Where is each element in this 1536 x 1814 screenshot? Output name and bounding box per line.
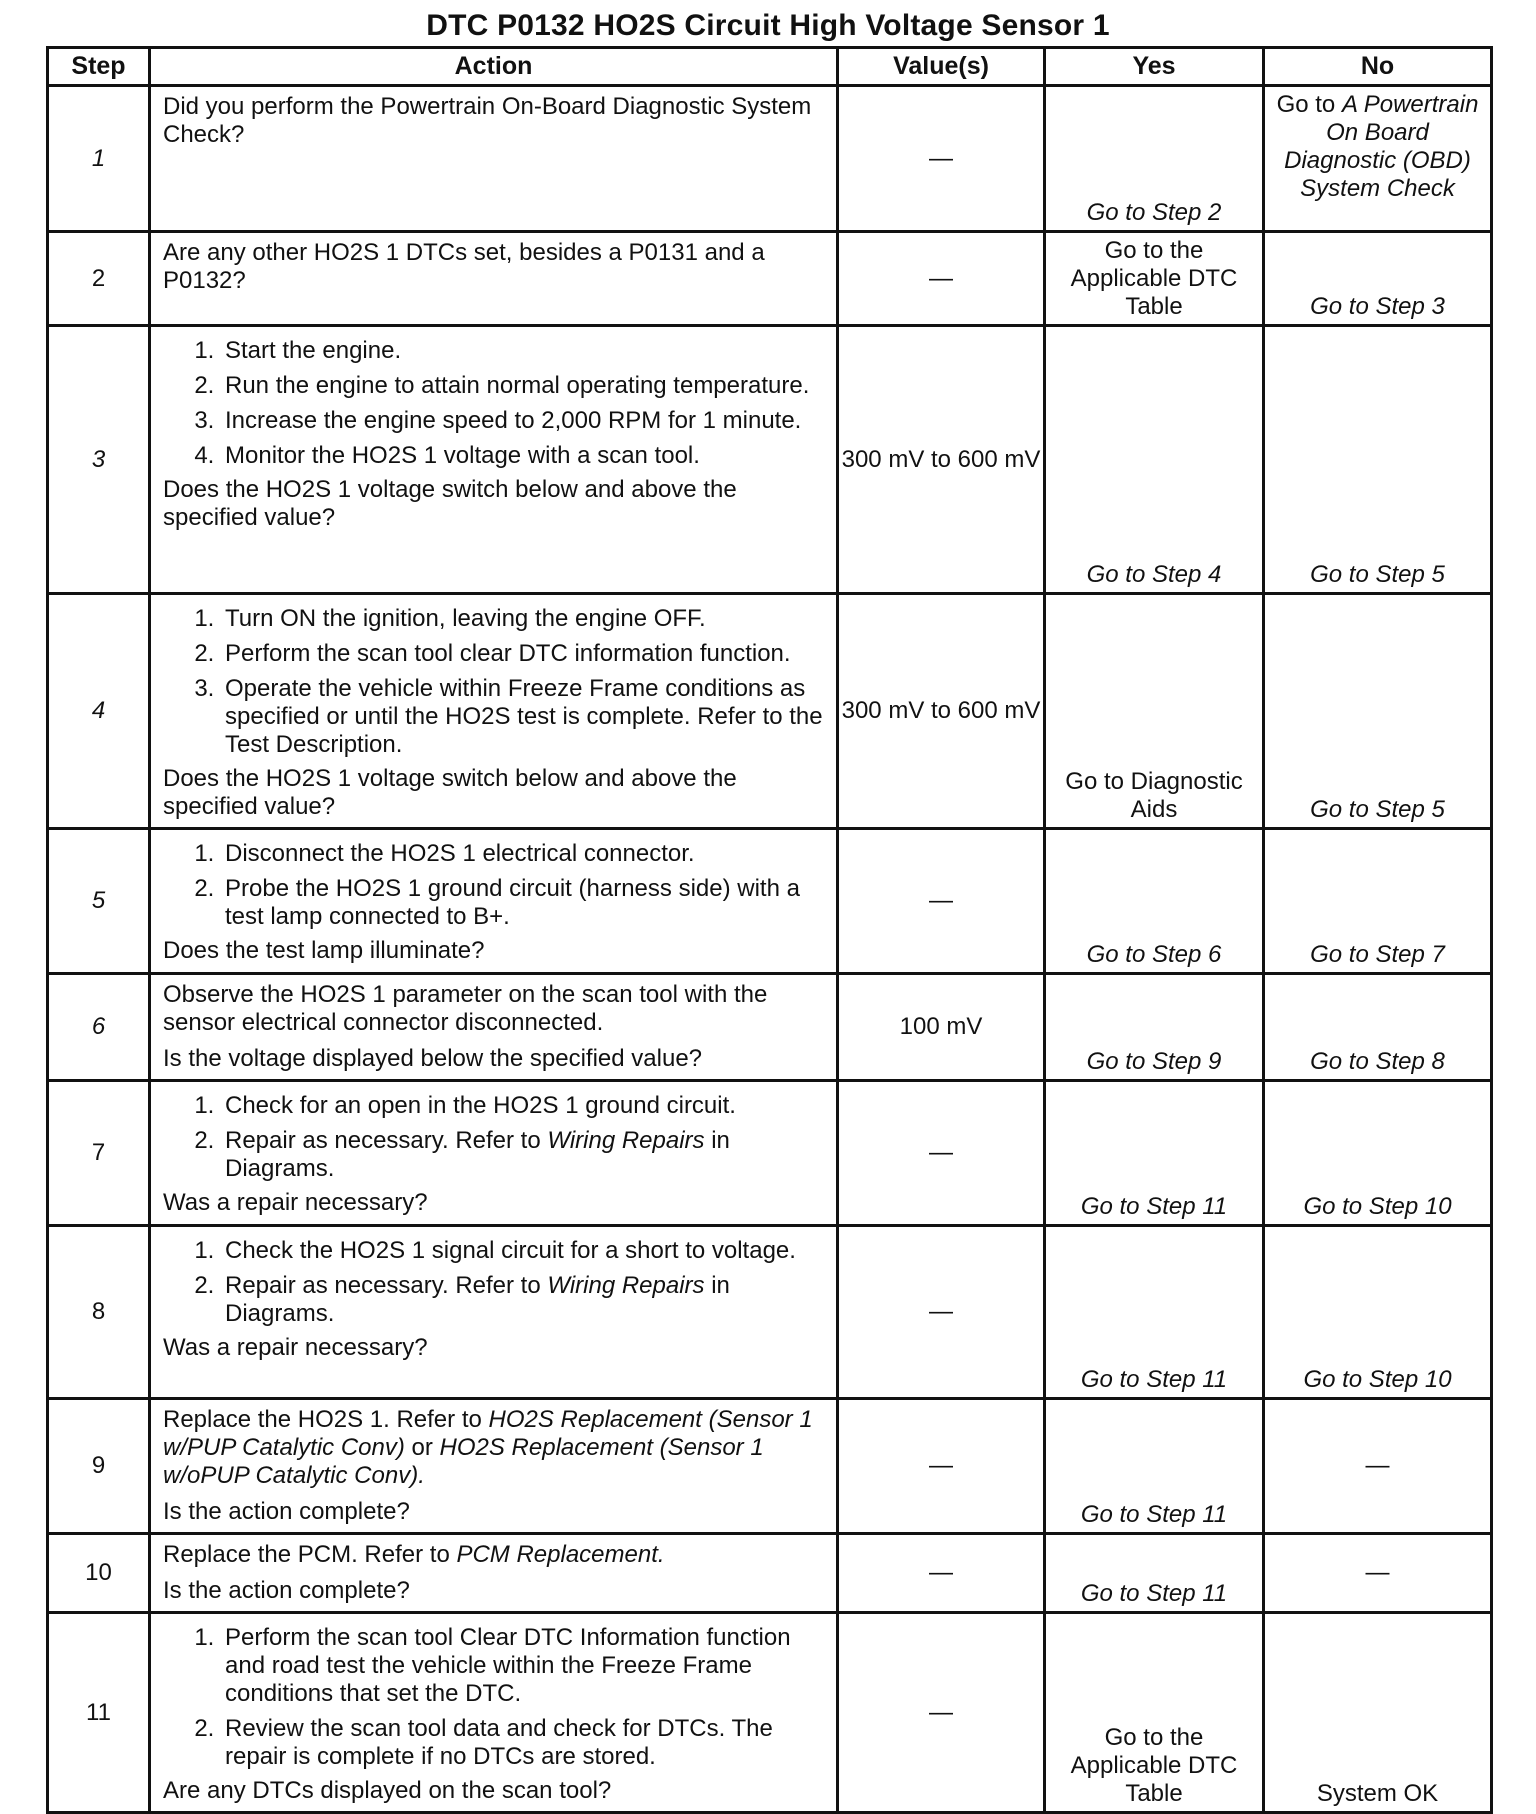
action-question: Is the action complete?: [163, 1577, 410, 1604]
value-cell: 300 mV to 600 mV: [838, 326, 1045, 594]
action-cell: [150, 86, 838, 232]
yes-cell: Go to Step 9: [1045, 974, 1264, 1081]
value-cell: —: [838, 1399, 1045, 1534]
action-question: Does the test lamp illuminate?: [163, 937, 485, 964]
table-row: [48, 1534, 1492, 1613]
document-page: [46, 4, 1490, 1814]
value-cell: 300 mV to 600 mV: [838, 594, 1045, 829]
step-number: 10: [48, 1534, 150, 1613]
action-cell: [150, 1534, 838, 1613]
yes-cell: Go to Step 6: [1045, 829, 1264, 974]
yes-cell: Go to the Applicable DTC Table: [1045, 1613, 1264, 1813]
col-header-action: Action: [150, 48, 838, 86]
step-number: 1: [48, 86, 150, 232]
action-steps: [163, 1092, 826, 1183]
action-text: Did you perform the Powertrain On-Board Diagnostic System Check?: [163, 93, 812, 148]
action-question: Is the voltage displayed below the specified value?: [163, 1045, 703, 1072]
action-steps: [163, 1237, 826, 1328]
yes-cell: Go to Step 4: [1045, 326, 1264, 594]
value-cell: —: [838, 1081, 1045, 1226]
table-row: [48, 1226, 1492, 1399]
no-cell: System OK: [1264, 1613, 1492, 1813]
no-cell: Go to Step 5: [1264, 594, 1492, 829]
action-steps: [163, 1624, 826, 1771]
action-step: 1. Check for an open in the HO2S 1 ground circuit.: [221, 1092, 826, 1120]
action-steps: [163, 605, 826, 759]
action-question: Are any DTCs displayed on the scan tool?: [163, 1777, 612, 1804]
value-cell: —: [838, 1226, 1045, 1399]
wiring-repairs-reference: Wiring Repairs: [547, 1272, 705, 1299]
action-step-text: in Diagrams.: [225, 1272, 730, 1327]
yes-cell: Go to the Applicable DTC Table: [1045, 232, 1264, 326]
table-row: [48, 829, 1492, 974]
step-number: 2: [48, 232, 150, 326]
action-step: 3. Operate the vehicle within Freeze Frame conditions as specified or until the HO2S test is complete. Refer to the Test Description.: [221, 675, 826, 759]
action-cell: [150, 1226, 838, 1399]
action-step: 2. Probe the HO2S 1 ground circuit (harness side) with a test lamp connected to B+.: [221, 875, 826, 931]
col-header-values: Value(s): [838, 48, 1045, 86]
action-cell: [150, 594, 838, 829]
no-cell: —: [1264, 1534, 1492, 1613]
action-text-plain: Replace the HO2S 1. Refer to: [163, 1406, 482, 1433]
action-text: Observe the HO2S 1 parameter on the scan tool with the sensor electrical connector disconnected.: [163, 981, 768, 1036]
step-number: 3: [48, 326, 150, 594]
action-step: 3. Increase the engine speed to 2,000 RPM for 1 minute.: [221, 407, 826, 435]
no-cell: Go to Step 5: [1264, 326, 1492, 594]
action-question: Does the HO2S 1 voltage switch below and above the specified value?: [163, 765, 737, 820]
no-cell: Go to Step 8: [1264, 974, 1492, 1081]
yes-cell: Go to Step 11: [1045, 1226, 1264, 1399]
action-cell: [150, 829, 838, 974]
action-step-text: Repair as necessary. Refer to: [225, 1272, 541, 1299]
value-cell: —: [838, 86, 1045, 232]
no-reference: A Powertrain On Board Diagnostic (OBD) System Check: [1284, 91, 1479, 202]
action-text-plain: or: [411, 1434, 433, 1461]
action-steps: [163, 840, 826, 931]
step-number: 11: [48, 1613, 150, 1813]
ho2s-replacement-reference: HO2S Replacement (Sensor 1 w/PUP Catalytic Conv): [163, 1406, 813, 1461]
col-header-step: Step: [48, 48, 150, 86]
action-step: 1. Check the HO2S 1 signal circuit for a short to voltage.: [221, 1237, 826, 1265]
no-text: Go to: [1276, 91, 1336, 118]
step-number: 7: [48, 1081, 150, 1226]
table-row: [48, 1399, 1492, 1534]
action-step: 1. Start the engine.: [221, 337, 826, 365]
no-cell: —: [1264, 1399, 1492, 1534]
value-cell: —: [838, 1534, 1045, 1613]
action-question: Does the HO2S 1 voltage switch below and above the specified value?: [163, 476, 737, 531]
action-step-text: Repair as necessary. Refer to: [225, 1127, 541, 1154]
header-row: [48, 48, 1492, 86]
table-row: [48, 1081, 1492, 1226]
action-step-text: in Diagrams.: [225, 1127, 730, 1182]
no-cell: Go to Step 10: [1264, 1226, 1492, 1399]
diagnostic-table: [46, 46, 1493, 1814]
col-header-no: No: [1264, 48, 1492, 86]
wiring-repairs-reference: Wiring Repairs: [547, 1127, 705, 1154]
table-row: [48, 86, 1492, 232]
action-step: 2. Run the engine to attain normal operating temperature.: [221, 372, 826, 400]
yes-cell: Go to Step 11: [1045, 1081, 1264, 1226]
action-step: 2. Perform the scan tool clear DTC information function.: [221, 640, 826, 668]
no-cell: Go to Step 10: [1264, 1081, 1492, 1226]
yes-cell: Go to Step 11: [1045, 1399, 1264, 1534]
table-row: [48, 974, 1492, 1081]
action-step: 1. Perform the scan tool Clear DTC Information function and road test the vehicle within the Freeze Frame conditions that set the DTC.: [221, 1624, 826, 1708]
action-text-plain: Replace the PCM. Refer to: [163, 1541, 450, 1568]
page-title: DTC P0132 HO2S Circuit High Voltage Sensor 1: [426, 9, 1110, 42]
action-question: Is the action complete?: [163, 1498, 410, 1525]
action-step: [221, 1127, 826, 1183]
value-cell: —: [838, 829, 1045, 974]
step-number: 4: [48, 594, 150, 829]
yes-cell: Go to Step 2: [1045, 86, 1264, 232]
no-cell: [1264, 86, 1492, 232]
col-header-yes: Yes: [1045, 48, 1264, 86]
action-step: 1. Disconnect the HO2S 1 electrical connector.: [221, 840, 826, 868]
table-row: [48, 232, 1492, 326]
action-cell: [150, 232, 838, 326]
action-cell: [150, 974, 838, 1081]
no-cell: Go to Step 3: [1264, 232, 1492, 326]
action-text: [163, 1541, 826, 1569]
action-steps: [163, 337, 826, 470]
action-text: Are any other HO2S 1 DTCs set, besides a P0131 and a P0132?: [163, 239, 765, 294]
step-number: 6: [48, 974, 150, 1081]
step-number: 5: [48, 829, 150, 974]
action-step: 4. Monitor the HO2S 1 voltage with a scan tool.: [221, 442, 826, 470]
action-question: Was a repair necessary?: [163, 1334, 428, 1361]
pcm-replacement-reference: PCM Replacement.: [456, 1541, 665, 1568]
table-row: [48, 326, 1492, 594]
yes-cell: Go to Step 11: [1045, 1534, 1264, 1613]
value-cell: —: [838, 232, 1045, 326]
action-step: 1. Turn ON the ignition, leaving the engine OFF.: [221, 605, 826, 633]
action-text: [163, 1406, 826, 1490]
action-question: Was a repair necessary?: [163, 1189, 428, 1216]
yes-cell: Go to Diagnostic Aids: [1045, 594, 1264, 829]
action-step: 2. Review the scan tool data and check for DTCs. The repair is complete if no DTCs are stored.: [221, 1715, 826, 1771]
table-row: [48, 594, 1492, 829]
action-cell: [150, 326, 838, 594]
no-cell: Go to Step 7: [1264, 829, 1492, 974]
step-number: 9: [48, 1399, 150, 1534]
step-number: 8: [48, 1226, 150, 1399]
action-cell: [150, 1399, 838, 1534]
action-cell: [150, 1081, 838, 1226]
value-cell: 100 mV: [838, 974, 1045, 1081]
table-row: [48, 1613, 1492, 1813]
ho2s-replacement-reference: HO2S Replacement (Sensor 1 w/oPUP Catalytic Conv).: [163, 1434, 764, 1489]
action-step: [221, 1272, 826, 1328]
action-cell: [150, 1613, 838, 1813]
value-cell: —: [838, 1613, 1045, 1813]
